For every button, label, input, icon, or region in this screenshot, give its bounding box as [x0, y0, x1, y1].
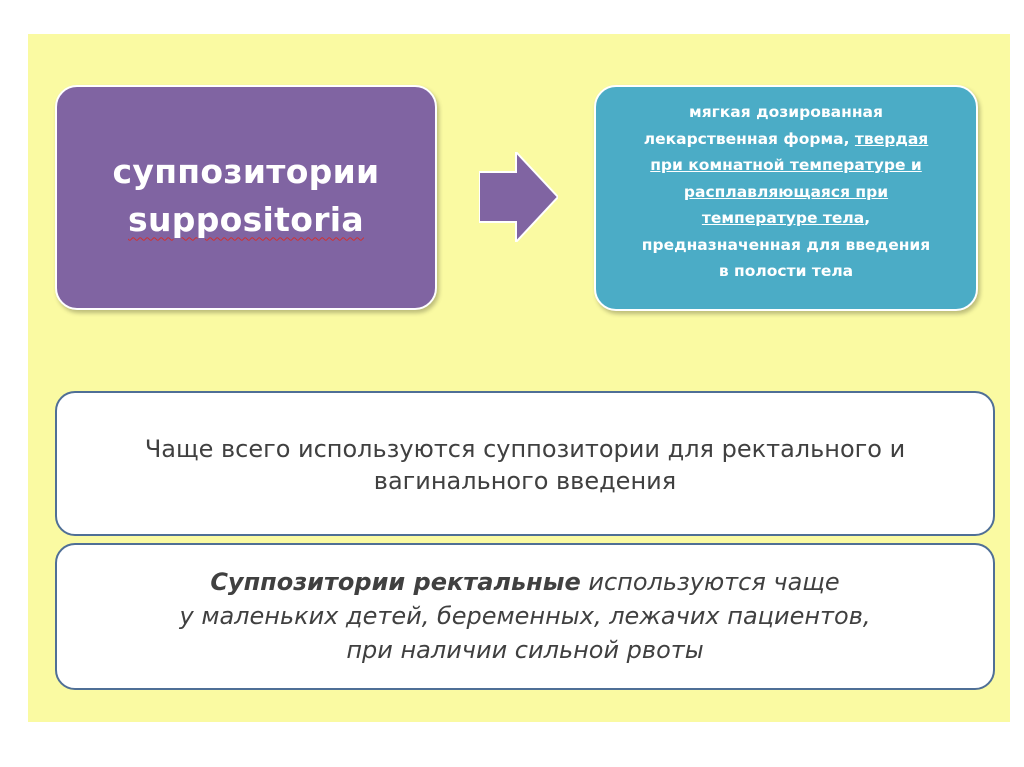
- definition-line-7: в полости тела: [718, 262, 854, 280]
- definition-line-2: лекарственная форма, твердая: [643, 129, 929, 148]
- definition-line-4: расплавляющаяся при: [683, 182, 889, 201]
- term-latin: suppositoria: [128, 199, 364, 239]
- term-russian: суппозитории: [112, 151, 380, 191]
- usage-note-box: [55, 391, 995, 536]
- rectal-note-lead: Суппозитории ректальные: [210, 568, 581, 596]
- rectal-note-box: [55, 543, 995, 690]
- term-box: [55, 85, 437, 310]
- definition-line-1: мягкая дозированная: [689, 103, 883, 121]
- definition-line-5: температуре тела,: [701, 209, 871, 227]
- usage-note-line-2: вагинального введения: [373, 467, 677, 495]
- usage-note-line-1: Чаще всего используются суппозитории для ректального и: [144, 435, 906, 463]
- rectal-note-line-3: при наличии сильной рвоты: [346, 636, 704, 664]
- definition-line-3: при комнатной температуре и: [650, 156, 922, 174]
- rectal-note-line-1: Суппозитории ректальные используются чаще: [210, 568, 840, 596]
- rectal-note-line-2: у маленьких детей, беременных, лежачих пациентов,: [179, 602, 871, 630]
- definition-line-6: предназначенная для введения: [641, 235, 931, 254]
- right-arrow-icon: [479, 152, 558, 242]
- definition-box: [594, 85, 978, 311]
